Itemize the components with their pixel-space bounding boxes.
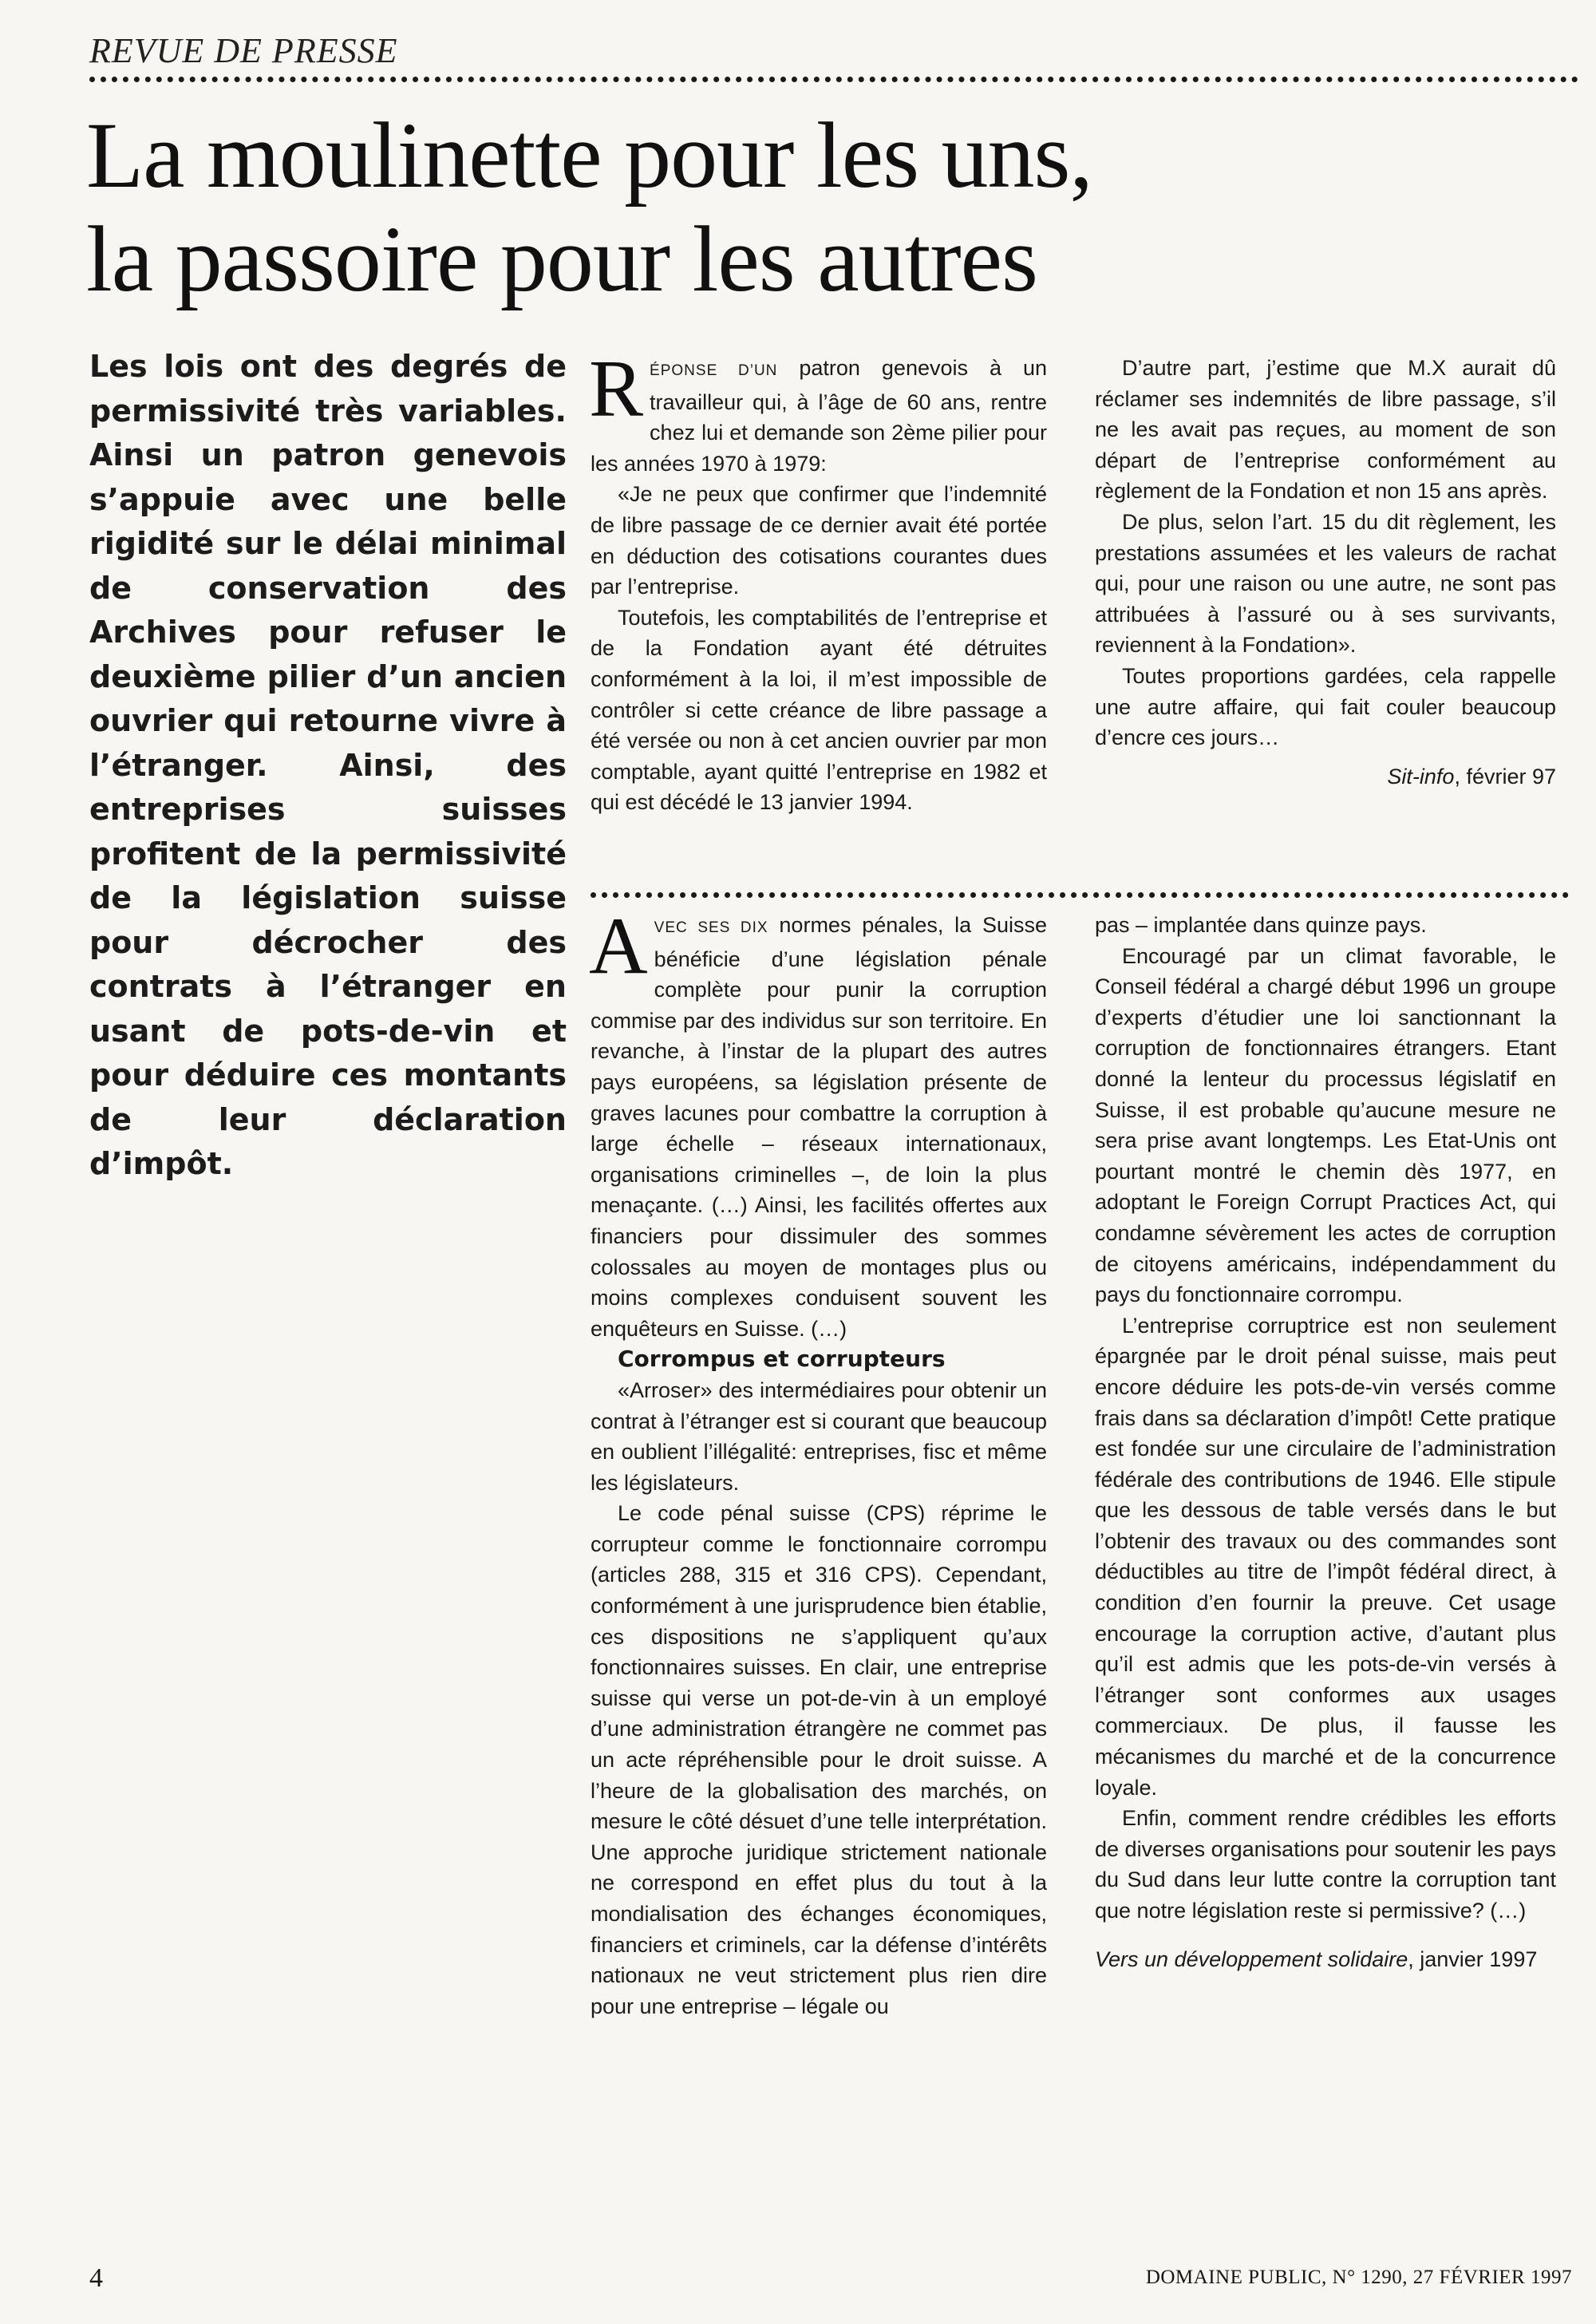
page-number: 4 [89, 2263, 103, 2293]
lead-paragraph: Les lois ont des degrés de permissivité très variables. Ainsi un patron genevois s’appuie avec une belle rigidité sur le délai minimal de conservation des Archives pour refuser le deuxième pilier d’un ancien ouvrier qui retourne vivre à l’étranger. Ainsi, des entreprises suisses profitent de la permissivité de la législation suisse pour décrocher des contrats à l’étranger en usant de pots-de-vin et pour déduire ces montants de leur déclaration d’impôt. [89, 349, 567, 1181]
article1-dropcap: R [589, 344, 644, 434]
headline [86, 104, 1539, 311]
article1-source-name: Sit-info [1387, 764, 1455, 788]
article1-paragraph-2: «Je ne peux que confirmer que l’indemnité de libre passage de ce dernier avait été portée en déduction des cotisations courantes dues par l’entreprise. [591, 482, 1047, 599]
article2-column-1 [589, 901, 1047, 2022]
article2-p1-rest: normes pénales, la Suisse bénéficie d’une législation pénale complète pour punir la corruption commise par des individus sur son territoire. En revanche, à l’instar de la plupart des autres pays européens, sa législation présente de graves lacunes pour combattre la corruption à large échelle – réseaux internationaux, organisations criminelles –, de loin la plus menaçante. (…) Ainsi, les facilités offertes aux financiers pour dissimuler des sommes colossales au moyen de montages plus ou moins complexes conduisent souvent les enquêteurs en Suisse. (…) [591, 913, 1047, 1341]
article2-smallcaps: VEC SES DIX [654, 919, 768, 936]
article1-column-1 [589, 344, 1047, 818]
article2-paragraph-6: Enfin, comment rendre crédibles les efforts de diverses organisations pour soutenir les pays du Sud dans leur lutte contre la corruption tant que notre législation reste si permissive? (…) [1095, 1806, 1556, 1923]
article1-source [1095, 761, 1556, 792]
article2-paragraph-4: Encouragé par un climat favorable, le Conseil fédéral a chargé début 1996 un groupe d’experts d’étudier une loi sanctionnant la corruption de fonctionnaires étrangers. Etant donné la lenteur du processus législatif en Suisse, il est probable qu’aucune mesure ne sera prise avant longtemps. Les Etat-Unis ont pourtant montré le chemin dès 1977, en adoptant le Foreign Corrupt Practices Act, qui condamne sévèrement les actes de corruption de citoyens américains, indépendamment du pays du fonctionnaire corrompu. [1095, 943, 1556, 1307]
article2-source-name: Vers un développement solidaire [1095, 1947, 1408, 1971]
article2-subheading: Corrompus et corrupteurs [618, 1346, 946, 1373]
article1-paragraph-1 [589, 344, 1047, 479]
article1-smallcaps: ÉPONSE D’UN [650, 362, 778, 379]
article1-paragraph-3: Toutefois, les comptabilités de l’entreprise et de la Fondation ayant été détruites conformément à la loi, il m’est impossible de contrôler si cette créance de libre passage a été versée ou non à cet ancien ouvrier par mon comptable, ayant quitté l’entreprise en 1982 et qui est décédé le 13 janvier 1994. [591, 605, 1047, 815]
article1-p1-rest: patron genevois à un travailleur qui, à l’âge de 60 ans, rentre chez lui et demande son 2ème pilier pour les années 1970 à 1979: [591, 356, 1047, 476]
article1-paragraph-5: De plus, selon l’art. 15 du dit règlement, les prestations assumées et les valeurs de rachat qui, pour une raison ou une autre, ne sont pas attribuées à l’assuré ou à ses survivants, reviennent à la Fondation». [1095, 509, 1556, 658]
article2-paragraph-3: Le code pénal suisse (CPS) réprime le corrupteur comme le fonctionnaire corrompu (articles 288, 315 et 316 CPS). Cependant, conformément à une jurisprudence bien établie, ces dispositions ne s’appliquent qu’aux fonctionnaires suisses. En clair, une entreprise suisse qui verse un pot-de-vin à un employé d’une administration étrangère ne commet pas un acte répréhensible pour le droit suisse. A l’heure de la globalisation des marchés, on mesure le côté désuet d’une telle interprétation. Une approche juridique strictement nationale ne correspond en effet plus du tout à la mondialisation des échanges économiques, financiers et criminels, car la défense d’intérêts nationaux ne veut strictement plus rien dire pour une entreprise – légale ou [591, 1501, 1047, 2018]
article1-column-2 [1095, 353, 1556, 792]
article1-source-date: , février 97 [1454, 764, 1556, 788]
article2-paragraph-2: «Arroser» des intermédiaires pour obtenir un contrat à l’étranger est si courant que beaucoup en oublient l’illégalité: entreprises, fisc et même les législateurs. [591, 1377, 1047, 1495]
top-dotted-rule [89, 77, 1578, 82]
article1-paragraph-6: Toutes proportions gardées, cela rappelle une autre affaire, qui fait couler beaucoup d’encre ces jours… [1095, 663, 1556, 750]
article2-dropcap: A [589, 901, 648, 991]
article2-paragraph-5: L’entreprise corruptrice est non seulement épargnée par le droit pénal suisse, mais peut encore déduire les pots-de-vin versés comme frais dans sa déclaration d’impôt! Cette pratique est fondée sur une circulaire de l’administration fédérale des contributions de 1946. Elle stipule que les dessous de table versés dans le but l’obtenir des travaux ou des commandes sont déductibles au titre de l’impôt fédéral direct, à condition d’en fournir la preuve. Cet usage encourage la corruption active, d’autant plus qu’il est admis que les pots-de-vin versés à l’étranger sont conformes aux usages commerciaux. De plus, il fausse les mécanismes du marché et de la concurrence loyale. [1095, 1313, 1556, 1800]
publication-footer: DOMAINE PUBLIC, N° 1290, 27 FÉVRIER 1997 [1145, 2267, 1572, 2288]
article2-source-date: , janvier 1997 [1408, 1947, 1538, 1971]
article2-source [1095, 1944, 1556, 1975]
article2-paragraph-3-continued: pas – implantée dans quinze pays. [1095, 913, 1427, 937]
article1-paragraph-4: D’autre part, j’estime que M.X aurait dû réclamer ses indemnités de libre passage, s’il ne les avait pas reçues, au moment de son départ de l’entreprise conformément au règlement de la Fondation et non 15 ans après. [1095, 356, 1556, 504]
middle-dotted-rule [591, 892, 1569, 898]
section-rubric: REVUE DE PRESSE [89, 31, 398, 70]
article2-paragraph-1 [589, 901, 1047, 1344]
headline-line-2: la passoire pour les autres [86, 207, 1037, 311]
article2-column-2 [1095, 910, 1556, 1974]
headline-line-1: La moulinette pour les uns, [86, 103, 1092, 208]
